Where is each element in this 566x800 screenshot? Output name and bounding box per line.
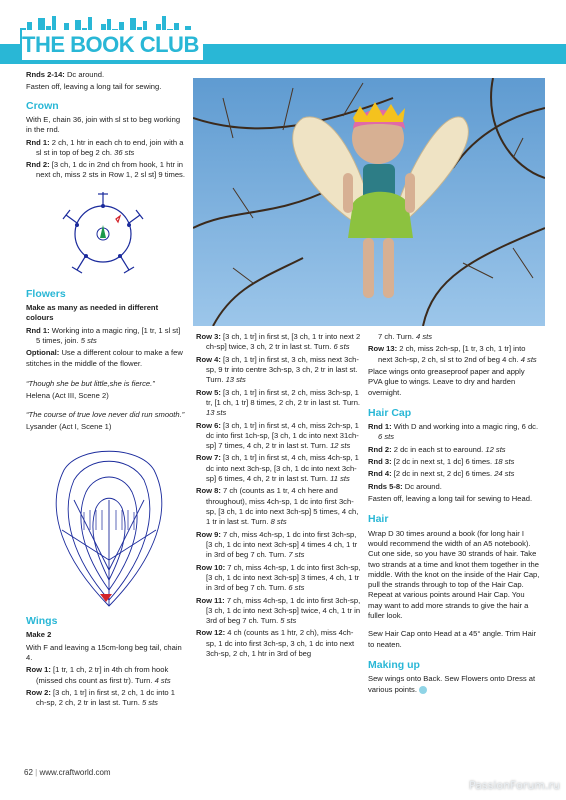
wings-row-5: Row 5: [3 ch, 1 tr] in first st, 2 ch, miss 3ch-sp, 1 tr, [1 ch, 1 tr] 8 times, 2 ch, 2 tr in last st. Turn. 13 sts [196, 387, 361, 418]
hair-heading: Hair [368, 513, 389, 526]
crown-heading: Crown [26, 99, 59, 112]
wings-row-4: Row 4: [3 ch, 1 tr] in first st, 3 ch, miss next 3ch-sp, 9 tr into centre 3ch-sp, 3 ch, 2 tr in last st. Turn. 13 sts [196, 354, 359, 385]
wings-row-12-end: 7 ch. Turn. 4 sts [378, 332, 433, 341]
wings-row-10: Row 10: 7 ch, miss 4ch-sp, 1 dc into first 3ch-sp, [3 ch, 1 dc into next 3ch-sp] 3 times, 4 ch, 1 tr in 3rd of beg 7 ch. Turn. 6 sts [196, 562, 361, 593]
wings-make-note: Make 2 [26, 630, 52, 640]
wings-intro: With F and leaving a 15cm-long beg tail, chain 4. [26, 642, 182, 663]
fairy-doll-image [193, 78, 545, 326]
wings-row-12: Row 12: 4 ch (counts as 1 htr, 2 ch), miss 4ch-sp, 1 dc into first 3ch-sp, 3 ch, 1 dc into next 3ch-sp, 2 ch, 1 htr in 3rd of beg [196, 628, 355, 659]
hair-cap-fasten: Fasten off, leaving a long tail for sewing to Head. [368, 494, 533, 504]
quote-lysander-source: Lysander (Act I, Scene 1) [26, 421, 112, 431]
hair-cap-rnd-2: Rnd 2: 2 dc in each st to earound. 12 sts [368, 444, 506, 454]
flowers-rnd-1: Rnd 1: Working into a magic ring, [1 tr, 1 sl st] 5 times, join. 5 sts [26, 325, 181, 345]
wings-row-8: Row 8: 7 ch (counts as 1 tr, 4 ch here and throughout), miss 4ch-sp, 1 dc into first 3ch-sp, [3 ch, 1 dc into next 3ch-sp] 5 times, 4 ch, 1 tr in last st. Turn. 8 sts [196, 486, 359, 527]
section-title: THE BOOK CLUB [22, 30, 203, 60]
quote-helena-source: Helena (Act III, Scene 2) [26, 391, 109, 401]
wings-row-1: Row 1: [1 tr, 1 ch, 2 tr] in 4th ch from hook (missed chs count as first tr). Turn. 4 sts [26, 665, 171, 685]
making-up-text: Sew wings onto Back. Sew Flowers onto Dress at various points. [368, 674, 536, 694]
flowers-optional: Optional: Use a different colour to make a few stitches in the middle of the flower. [26, 348, 183, 368]
quote-lysander: “The course of true love never did run smooth.” [26, 409, 185, 419]
hair-cap-rnd-3: Rnd 3: [2 dc in next st, 1 dc] 6 times. 18 sts [368, 457, 515, 467]
header-banner [0, 0, 566, 66]
column-left [26, 70, 186, 711]
flowers-make-note: Make as many as needed in different colours [26, 303, 159, 323]
quote-helena: “Though she be but little,she is fierce.” [26, 378, 155, 388]
wings-row-7: Row 7: [3 ch, 1 tr] in first st, 4 ch, miss 4ch-sp, 1 dc into next 3ch-sp, [3 ch, 1 dc into next 3ch-sp] 6 times, 4 ch, 2 tr in last st. Turn. 11 sts [196, 453, 359, 484]
page-number: 62 [24, 768, 33, 777]
crown-rnd-2: Rnd 2: [3 ch, 1 dc in 2nd ch from hook, 1 htr in next ch, miss 2 sts in Row 1, 2 sl st] 9 times. [26, 160, 185, 180]
hair-cap-rnd-1: Rnd 1: With D and working into a magic ring, 6 dc. 6 sts [368, 422, 539, 442]
making-up-heading: Making up [368, 659, 420, 672]
column-right [368, 332, 540, 697]
rnds-2-14: Rnds 2-14: Dc around. [26, 70, 105, 79]
fairy-doll-photo [193, 78, 545, 326]
wings-row-6: Row 6: [3 ch, 1 tr] in first st, 4 ch, miss 2ch-sp, 1 dc into first 1ch-sp, [3 ch, 1 dc into next 31ch-sp] 7 times, 4 ch, 2 tr in last st. Turn. 12 sts [196, 420, 359, 451]
column-middle [196, 332, 362, 661]
page-footer [24, 768, 111, 779]
watermark: PassionForum.ru [469, 779, 560, 793]
wing-chart-diagram [34, 440, 184, 610]
wings-row-9: Row 9: 7 ch, miss 4ch-sp, 1 dc into first 3ch-sp, [3 ch, 1 dc into next 3ch-sp] 4 times 4 ch, 1 tr in 3rd of beg 7 ch. Turn. 7 sts [196, 529, 358, 560]
hair-cap-rnd-4: Rnd 4: [2 dc in next st, 2 dc] 6 times. 24 sts [368, 469, 515, 479]
wings-row-11: Row 11: 7 ch, miss 4ch-sp, 1 dc into first 3ch-sp, [3 ch, 1 dc into next 3ch-sp] twice, 4 ch, 1 tr in 3rd of beg 7 ch. Turn. 5 sts [196, 595, 361, 626]
wings-heading: Wings [26, 615, 58, 628]
wings-finish-note: Place wings onto greaseproof paper and apply PVA glue to wings. Leave to dry and harden overnight. [368, 366, 525, 397]
fasten-off-note: Fasten off, leaving a long tail for sewing. [26, 82, 162, 92]
flower-chart-diagram [58, 189, 148, 279]
end-of-section-icon [419, 686, 427, 694]
footer-url: www.craftworld.com [39, 768, 111, 777]
hair-instructions: Wrap D 30 times around a book (for long hair I would recommend the width of an A5 notebook). Cut one side, so you have 30 strands of hair. Take two strands at a time and knot them together in the middle. With the knot on the inside of the Hair Cap, pull the strands through to top of the Hair Cap. Repeat at various points around Hair Cap. You may want to add more strands to give the hair a fuller look. [368, 528, 540, 621]
hair-cap-heading: Hair Cap [368, 406, 412, 419]
wings-row-2: Row 2: [3 ch, 1 tr] in first st, 2 ch, 1 dc into 1 ch-sp, 2 ch, 2 tr in last st. Turn. 5 sts [26, 687, 175, 708]
wings-row-3: Row 3: [3 ch, 1 tr] in first st, [3 ch, 1 tr into next 2 ch-sp] twice, 3 ch, 2 tr in last st. Turn. 6 sts [196, 332, 361, 352]
footer-divider: | [35, 768, 40, 777]
hair-cap-rnds-5-8: Rnds 5-8: Dc around. [368, 481, 442, 491]
flowers-heading: Flowers [26, 287, 66, 300]
wings-row-13: Row 13: 2 ch, miss 2ch-sp, [1 tr, 3 ch, 1 tr] into next 3ch-sp, 2 ch, sl st to 2nd of beg 4 ch. 4 sts [368, 344, 537, 364]
crown-intro: With E, chain 36, join with sl st to beg working in the rnd. [26, 114, 181, 135]
hair-sew-note: Sew Hair Cap onto Head at a 45° angle. Trim Hair to neaten. [368, 629, 537, 649]
crown-rnd-1: Rnd 1: 2 ch, 1 htr in each ch to end, join with a sl st in top of beg 2 ch. 36 sts [26, 137, 184, 157]
